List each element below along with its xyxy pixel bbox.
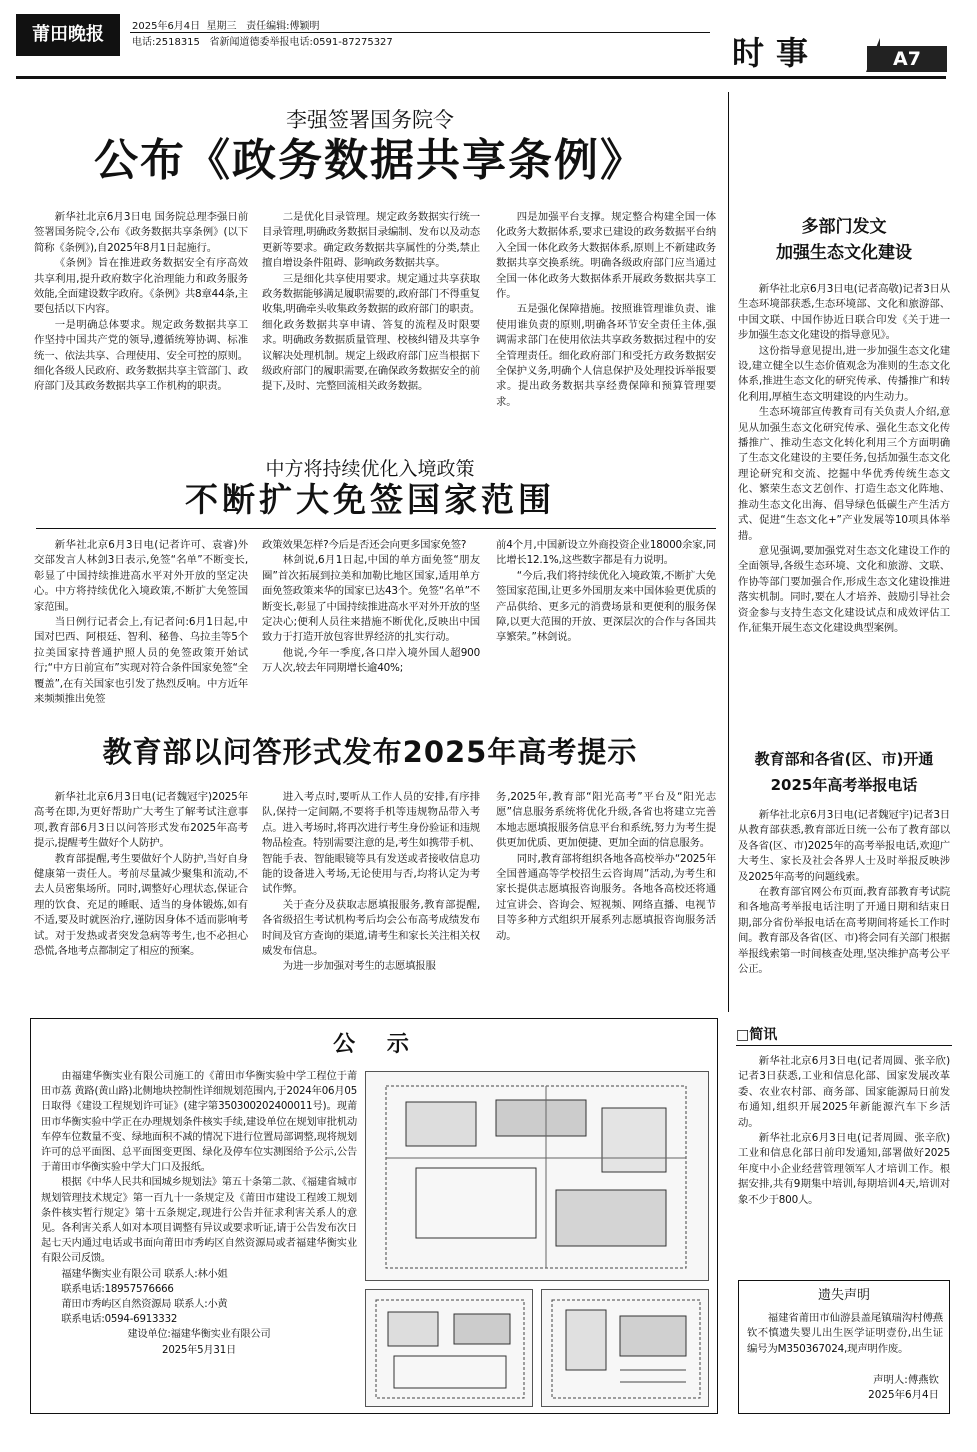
paragraph: 当日例行记者会上,有记者问:6月1日起,中国对巴西、阿根廷、智利、秘鲁、乌拉圭等5个拉美国家持普通护照人员的免签政策开始试行;“中方日前宣布”实现对符合条件国家免签“全覆盖”,在有关国家也引发了热烈反响。中方近年来频频推出免签	[34, 616, 248, 706]
paragraph: 四是加强平台支撑。规定整合构建全国一体化政务大数据体系,要求已建设的政务数据平台纳入全国一体化政务大数据体系,原则上不新建政务数据共享交换系统。明确各级政府部门应当通过全国一体化政务大数据体系开展政务数据共享工作。	[496, 211, 716, 301]
paragraph: 生态环境部宣传教育司有关负责人介绍,意见从加强生态文化研究传承、强化生态文化传播推广、推动生态文化转化利用三个方面明确了生态文化建设的主要任务,包括加强生态文化理论研究和交流、挖掘中华优秀传统生态文化、繁荣生态文艺创作、打造生态文化阵地、推动生态文化出海、倡导绿色低碳生产生活方式、促进“生态文化+”产业发展等10项具体举措。	[738, 406, 950, 542]
paragraph: 新华社北京6月3日电(记者高敬)记者3日从生态环境部获悉,生态环境部、文化和旅游部、中国文联、中国作协近日联合印发《关于进一步加强生态文化建设的指导意见》。	[738, 283, 950, 342]
notice-contact-2: 莆田市秀屿区自然资源局 联系人:小黄	[61, 1299, 228, 1311]
notice-phone-2: 联系电话:0594-6913332	[61, 1314, 178, 1326]
side1-headline-line2: 加强生态文化建设	[776, 243, 912, 263]
article1-column-2	[262, 210, 480, 444]
side1-headline-line1: 多部门发文	[801, 217, 887, 237]
issue-date: 2025年6月4日	[132, 21, 201, 32]
paragraph: 为进一步加强对考生的志愿填报服	[282, 960, 436, 973]
paragraph: 前4个月,中国新设立外商投资企业18000余家,同比增长12.1%,这些数字都是有力说明。	[496, 539, 716, 567]
page-editor: 责任编辑:傅颖明	[246, 21, 320, 32]
paragraph: 这份指导意见提出,进一步加强生态文化建设,建立健全以生态价值观念为准则的生态文化体系,推进生态文化的研究传承、传播推广和转化利用,厚植生态文明建设的内生动力。	[738, 344, 950, 403]
paragraph: 由福建华衡实业有限公司施工的《莆田市华衡实验中学工程位于莆田市荔 黄路(黄山路)北侧地块控制性详细规划范围内,于2024年06月05日取得《建设工程规划许可证》(建字第350300202400011号)。现莆田市华衡实验中学正在办理规划条件核实手续,建设单位在规划审批机动车停车位数量不变、绿地面积不减的情况下进行位置局部调整,现将规划许可的总平面图、总平面图变更图、绿化及停车位实测图给予公示,公告于莆田市华衡实验中学大门口及报纸。	[41, 1071, 357, 1174]
paragraph: 务,2025年,教育部“阳光高考”平台及“阳光志愿”信息服务系统将优化升级,各省也将建立完善本地志愿填报服务信息平台和系统,努力为考生提供更加优质、更加便捷、更加全面的信息服务。	[496, 791, 716, 850]
lost-notice-title: 遗失声明	[817, 1288, 870, 1303]
article3-column-2	[262, 790, 480, 1008]
notice-unit: 建设单位:福建华衡实业有限公司	[127, 1329, 271, 1341]
paragraph: 他说,今年一季度,各口岸入境外国人超900万人次,较去年同期增长逾40%;	[262, 646, 480, 675]
site-plan-change-drawing	[365, 1289, 533, 1407]
paragraph: 在教育部官网公布页面,教育部教育考试院和各地高考举报电话注明了开通日期和结束日期,部分省份举报电话在高考期间将延长工作时间。教育部及各省(区、市)将会同有关部门根据举报线索第一时间核查处理,坚决维护高考公平公正。	[738, 886, 950, 976]
brief-title: □简讯	[736, 1024, 952, 1046]
article2-column-1	[34, 538, 248, 718]
article2-kicker: 中方将持续优化入境政策	[265, 458, 475, 480]
paragraph: 政策效果怎样?今后是否还会向更多国家免签?	[262, 539, 467, 551]
lost-notice-body	[747, 1311, 943, 1367]
section-name: 时事	[732, 34, 821, 72]
paragraph: 《条例》旨在推进政务数据安全有序高效共享利用,提升政府数字化治理能力和政务服务效能,全面建设数字政府。《条例》共8章44条,主要包括以下内容。	[34, 257, 248, 316]
article3-headline: 教育部以问答形式发布2025年高考提示	[102, 735, 638, 769]
masthead-rule	[16, 76, 946, 79]
site-plan-change-sketch	[366, 1290, 533, 1407]
paragraph: 新华社北京6月3日电 国务院总理李强日前签署国务院令,公布《政务数据共享条例》(以下简称《条例》),自2025年8月1日起施行。	[34, 211, 248, 254]
page-number: A7	[867, 46, 947, 72]
paragraph: 林剑说,6月1日起,中国的单方面免签“朋友圈”首次拓展到拉美和加勒比地区国家,适用单方面免签政策来华的国家已达43个。免签“名单”不断变长,彰显了中国持续推进高水平对外开放的坚定决心;便利人员往来措施不断优化,反映出中国致力于打造开放包容世界经济的扎实行动。	[262, 554, 480, 644]
side2-headline-line1: 教育部和各省(区、市)开通	[754, 750, 934, 768]
masthead-divider	[130, 32, 710, 33]
lost-notice-signature	[868, 1373, 939, 1403]
article2-headline: 不断扩大免签国家范围	[185, 480, 555, 519]
paragraph: 进入考点时,要听从工作人员的安排,有序排队,保持一定间隔,不要将手机等违规物品带入考点。进入考场时,将再次进行考生身份验证和违规物品检查。特别需要注意的是,考生如携带手机、智能手表、智能眼镜等具有发送或者接收信息功能的设备进入考场,无论使用与否,均将认定为考试作弊。	[262, 791, 480, 896]
lost-notice-sign: 声明人:傅燕钦	[873, 1374, 939, 1386]
site-plan-drawing	[365, 1071, 709, 1281]
sidebar-divider	[728, 92, 729, 1012]
paragraph: “今后,我们将持续优化入境政策,不断扩大免签国家范围,让更多外国朋友来中国体验更优质的产品供给、更多元的消费场景和更便利的服务保障,以更大范围的开放、更深层次的合作与各国共享繁荣。”林剑说。	[496, 569, 716, 644]
lost-notice-date: 2025年6月4日	[868, 1389, 939, 1401]
paragraph: 五是强化保障措施。按照谁管理谁负责、谁使用谁负责的原则,明确各环节安全责任主体,强调需求部门在使用依法共享政务数据过程中的安全管理责任。细化政府部门和受托方政务数据安全保护义务,明确个人信息保护及处理投诉举报要求。提出政务数据共享经费保障和预算管理要求。	[496, 303, 716, 408]
site-plan-sketch	[366, 1072, 709, 1281]
article2-column-3	[496, 538, 716, 718]
paragraph: 关于查分及获取志愿填报服务,教育部提醒,各省级招生考试机构考后均会公布高考成绩发布时间及官方查询的渠道,请考生和家长关注相关权威发布信息。	[262, 898, 480, 958]
notice-title: 公 示	[333, 1032, 421, 1057]
paragraph: 根据《中华人民共和国城乡规划法》第五十条第二款、《福建省城市规划管理技术规定》第一百九十一条规定及《莆田市建设工程竣工规划条件核实暂行规定》第十五条规定,现进行公告并征求利害关系人的意见。各利害关系人如对本项目调整有异议或要求听证,请于公告发布次日起七天内通过电话或书面向莆田市秀屿区自然资源局或者福建华衡实业有限公司反馈。	[41, 1177, 357, 1265]
article2-rule	[36, 528, 716, 529]
paragraph: 福建省莆田市仙游县盖尾镇瑞沟村傅燕钦不慎遗失婴儿出生医学证明壹份,出生证编号为M350367024,现声明作废。	[747, 1312, 943, 1355]
paragraph: 新华社北京6月3日电(记者许可、袁睿)外交部发言人林剑3日表示,免签“名单”不断变长,彰显了中国持续推进高水平对外开放的坚定决心。中方将持续优化入境政策,不断扩大免签国家范围。	[34, 539, 248, 613]
masthead-meta-line2	[132, 35, 393, 50]
paragraph: 三是细化共享使用要求。规定通过共享获取政务数据能够满足履职需要的,政府部门不得重复收集,明确牵头收集政务数据的政府部门的职责。细化政务数据共享申请、答复的流程及时限要求。明确政务数据质量管理、校核纠错及共享争议解决处理机制。规定上级政府部门应当根据下级政府部门的履职需要,在确保政务数据安全的前提下,及时、完整回流相关政务数据。	[262, 272, 480, 393]
paragraph: 新华社北京6月3日电(记者魏冠宇)记者3日从教育部获悉,教育部近日统一公布了教育部以及各省(区、市)2025年的高考举报电话,欢迎广大考生、家长及社会各界人士及时举报反映涉及2025年高考的问题线索。	[738, 809, 950, 883]
newspaper-logo: 莆田晚报	[16, 14, 120, 56]
issue-weekday: 星期三	[206, 21, 237, 32]
notice-date: 2025年5月31日	[162, 1344, 236, 1356]
paragraph: 同时,教育部将组织各地各高校举办“2025年全国普通高等学校招生云咨询周”活动,为考生和家长提供志愿填报咨询服务。各地各高校还将通过宣讲会、咨询会、短视频、网络直播、电视节目等多种方式组织开展系列志愿填报咨询服务活动。	[496, 852, 716, 942]
paragraph: 意见强调,要加强党对生态文化建设工作的全面领导,各级生态环境、文化和旅游、文联、作协等部门要加强合作,形成生态文化建设推进落实机制。同时,要在人才培养、鼓励引导社会资金参与支持生态文化建设试点和成效评估工作,征集开展生态文化建设典型案例。	[738, 544, 950, 634]
paragraph: 教育部提醒,考生要做好个人防护,当好自身健康第一责任人。考前尽量减少聚集和流动,不去人员密集场所。同时,调整好心理状态,保证合理的饮食、充足的睡眠、适当的身体锻炼,如有不适,要及时就医治疗,谨防因身体不适而影响考试。对于发热或者突发急病等考生,也不必担心恐慌,各地考点都制定了相应的预案。	[34, 852, 248, 958]
notice-body	[41, 1069, 357, 1405]
article1-headline: 公布《政务数据共享条例》	[94, 135, 646, 186]
ethics-hotline: 省新闻道德委举报电话:0591-87275327	[209, 37, 393, 48]
side1-body	[738, 282, 950, 734]
greening-parking-sketch	[542, 1290, 709, 1407]
public-notice-box	[30, 1018, 718, 1414]
paragraph: 新华社北京6月3日电(记者魏冠宇)2025年高考在即,为更好帮助广大考生了解考试注意事项,教育部6月3日以问答形式发布2025年高考提示,提醒考生做好个人防护。	[34, 791, 248, 850]
notice-contact-1: 福建华衡实业有限公司 联系人:林小姐	[61, 1268, 228, 1280]
article2-column-2	[262, 538, 480, 718]
side2-body	[738, 808, 950, 1010]
lost-notice-box	[738, 1280, 950, 1414]
side2-headline-line2: 2025年高考举报电话	[770, 776, 918, 794]
brief-body	[738, 1054, 950, 1268]
article3-column-1	[34, 790, 248, 1008]
paragraph: 二是优化目录管理。规定政务数据实行统一目录管理,明确政务数据目录编制、发布以及动态更新等要求。确定政务数据共享属性的分类,禁止擅自增设条件阻碍、影响政务数据共享。	[262, 211, 480, 270]
article3-column-3	[496, 790, 716, 1008]
paragraph: 一是明确总体要求。规定政务数据共享工作坚持中国共产党的领导,遵循统筹协调、标准统一、依法共享、合理使用、安全可控的原则。细化各级人民政府、政务数据共享主管部门、政府部门及其政务数据共享工作机构的职责。	[34, 318, 248, 393]
editor-phone: 电话:2518315	[132, 37, 200, 48]
paragraph: 新华社北京6月3日电(记者周圆、张辛欣)工业和信息化部日前印发通知,部署做好2025年度中小企业经营管理领军人才培训工作。根据安排,共有9期集中培训,每期培训4天,培训对象不少于800人。	[738, 1132, 950, 1206]
article1-column-3	[496, 210, 716, 444]
notice-phone-1: 联系电话:18957576666	[61, 1283, 174, 1295]
greening-parking-drawing	[541, 1289, 709, 1407]
article1-column-1	[34, 210, 248, 444]
article1-kicker: 李强签署国务院令	[286, 108, 454, 132]
paragraph: 新华社北京6月3日电(记者周圆、张辛欣)记者3日获悉,工业和信息化部、国家发展改革委、农业农村部、商务部、国家能源局日前发布通知,组织开展2025年新能源汽车下乡活动。	[738, 1055, 950, 1129]
